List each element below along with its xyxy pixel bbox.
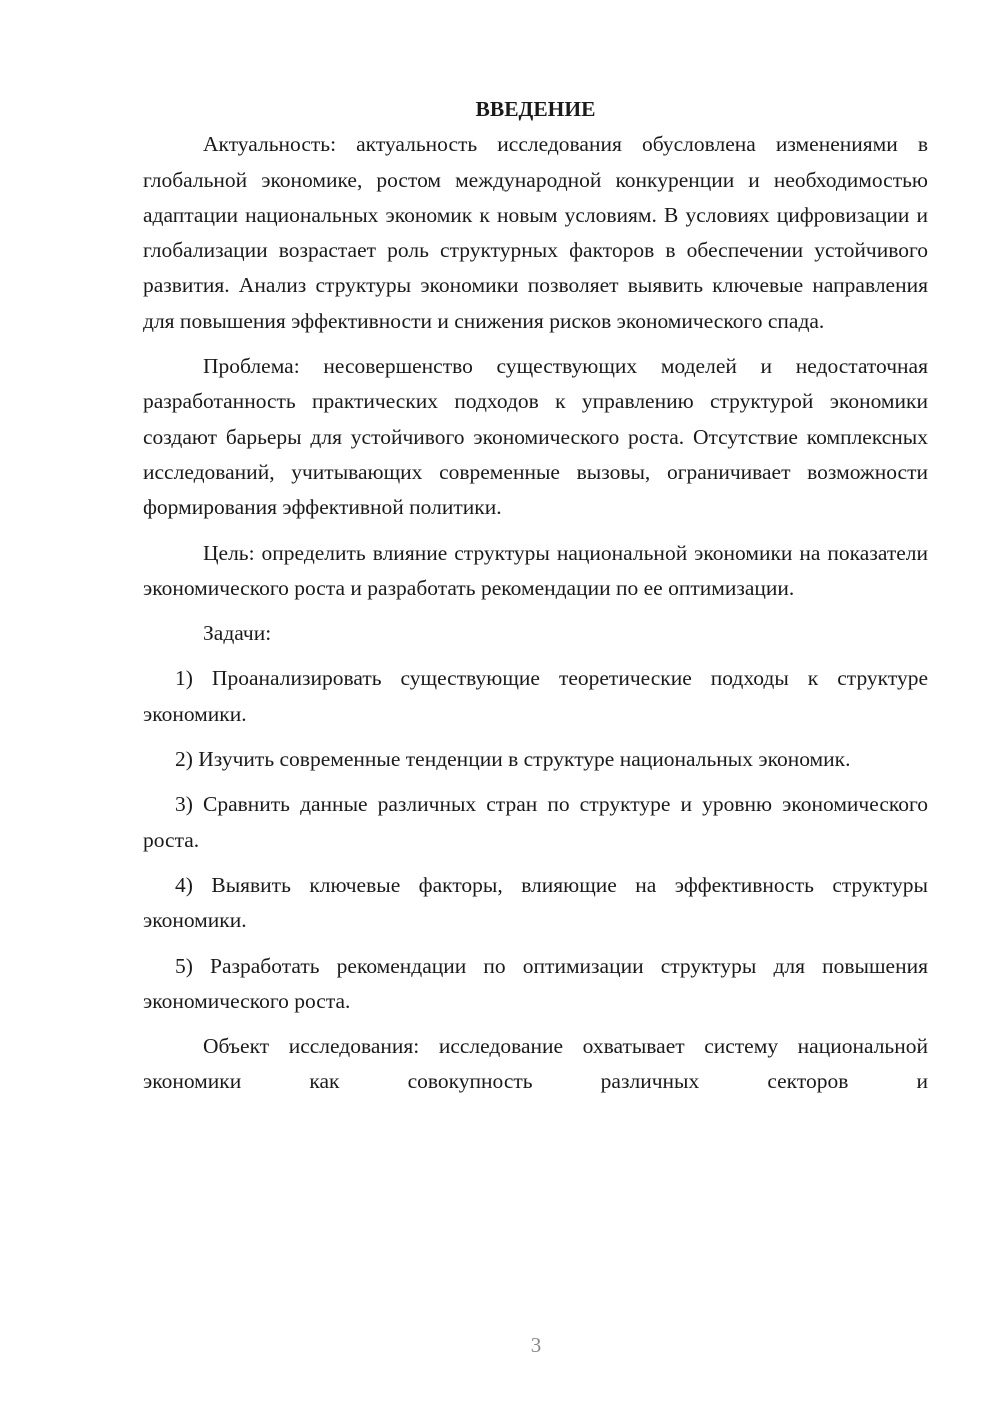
task-list (143, 661, 928, 1019)
task-item-5: 5) Разработать рекомендации по оптимизации структуры для повышения экономического роста. (143, 953, 928, 1013)
page-title: ВВЕДЕНИЕ (475, 97, 596, 121)
paragraph-object: Объект исследования: исследование охватывает систему национальной экономики как совокупность различных секторов и (143, 1034, 928, 1094)
paragraph-relevance: Актуальность: актуальность исследования обусловлена изменениями в глобальной экономике, ростом международной конкуренции и необходимостью адаптации национальных экономик к новым условиям. В условиях цифровизации и глобализации возрастает роль структурных факторов в обеспечении устойчивого развития. Анализ структуры экономики позволяет выявить ключевые направления для повышения эффективности и снижения рисков экономического спада. (143, 132, 928, 333)
tasks-heading: Задачи: (203, 621, 272, 646)
paragraph-goal: Цель: определить влияние структуры национальной экономики на показатели экономического роста и разработать рекомендации по ее оптимизации. (143, 540, 928, 600)
page-content (143, 92, 928, 1100)
task-item-2: 2) Изучить современные тенденции в структуре национальных экономик. (175, 747, 851, 772)
task-item-1: 1) Проанализировать существующие теоретические подходы к структуре экономики. (143, 666, 928, 726)
task-item-3: 3) Сравнить данные различных стран по структуре и уровню экономического роста. (143, 792, 928, 852)
task-item-4: 4) Выявить ключевые факторы, влияющие на эффективность структуры экономики. (143, 872, 928, 933)
page-number: 3 (530, 1333, 542, 1357)
paragraph-problem: Проблема: несовершенство существующих моделей и недостаточная разработанность практических подходов к управлению структурой экономики создают барьеры для устойчивого экономического роста. Отсутствие комплексных исследований, учитывающих современные вызовы, ограничивает возможности формирования эффективной политики. (143, 354, 928, 520)
